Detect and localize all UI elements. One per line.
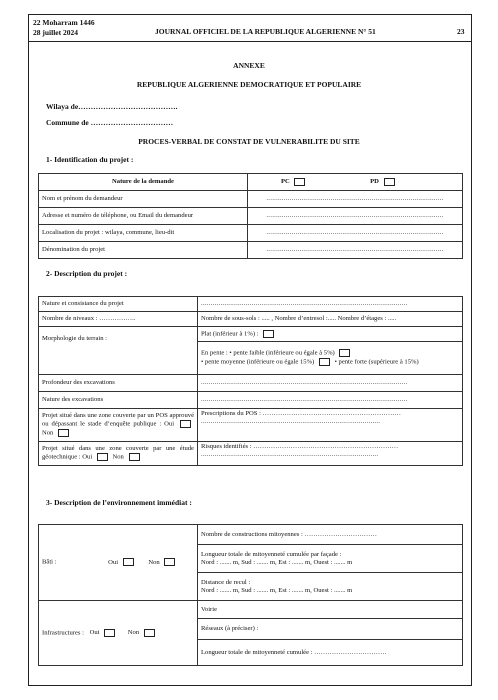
levels-field[interactable]: Nombre de sous-sols : ..... , Nombre d’entresol :..... Nombre d’étages : ..... — [198, 312, 463, 327]
geotech-question-cell — [39, 442, 198, 466]
geotech-oui-checkbox[interactable] — [97, 453, 108, 461]
wilaya-field: Wilaya de…………………………………. — [46, 102, 178, 111]
infra-oui-checkbox[interactable] — [104, 629, 115, 637]
mitoyennete-label: Longueur totale de mitoyenneté cumulée par façade : — [201, 550, 342, 558]
reseaux-field[interactable]: Réseaux (à préciser) : — [198, 619, 463, 640]
mitoyennete-values: Nord : ....... m, Sud : ....... m, Est : ....... m, Ouest : ....... m — [201, 558, 353, 566]
nature-demande-header: Nature de la demande — [39, 174, 248, 191]
infrastructures-cell — [39, 601, 198, 666]
pc-checkbox[interactable] — [294, 178, 305, 186]
commune-field: Commune de …………………………… — [46, 118, 174, 127]
demande-type-cell — [248, 174, 463, 191]
fill-line[interactable]: .......................................................................................................... — [198, 392, 463, 409]
pos-prescriptions: Prescriptions du POS : ……………………………………………………… — [201, 410, 402, 417]
section-2-title: 2- Description du projet : — [46, 269, 128, 278]
table-row-label: Nombre de niveaux : …………….. — [39, 312, 198, 327]
mitoyennete-cumulee-field[interactable]: Longueur totale de mitoyenneté cumulée : …………………………… — [198, 640, 463, 666]
bati-oui-checkbox[interactable] — [123, 558, 134, 566]
pd-checkbox[interactable] — [384, 178, 395, 186]
bati-oui-label: Oui — [108, 558, 119, 566]
description-table — [38, 296, 463, 466]
fill-line: ............................................................................................ — [201, 418, 381, 425]
table-row-label: Nature des excavations — [39, 392, 198, 409]
pos-non-checkbox[interactable] — [58, 429, 69, 437]
geotech-non-label: Non — [112, 453, 124, 461]
pos-non-label: Non — [42, 429, 54, 437]
infra-non-label: Non — [127, 629, 140, 637]
annexe-title: ANNEXE — [233, 61, 265, 70]
infra-non-checkbox[interactable] — [144, 629, 155, 637]
geotech-question: Projet situé dans une zone couverte par une étude géotechnique : Oui — [42, 445, 194, 461]
recul-values: Nord : ....... m, Sud : ....... m, Est : ....... m, Ouest : ....... m — [201, 586, 353, 594]
pente-moyenne-label: • pente moyenne (inférieure ou égale 15%) — [201, 358, 315, 366]
journal-title: JOURNAL OFFICIEL DE LA REPUBLIQUE ALGERIENNE N° 51 — [155, 27, 376, 36]
pd-label: PD — [370, 178, 379, 186]
pos-oui-checkbox[interactable] — [180, 420, 191, 428]
bati-label: Bâti : — [42, 558, 57, 566]
header-date — [33, 18, 95, 38]
fill-line[interactable]: ........................................................................................... — [248, 208, 463, 225]
bati-non-checkbox[interactable] — [164, 558, 175, 566]
fill-line[interactable]: ........................................................................................... — [248, 225, 463, 242]
pente-moyenne-checkbox[interactable] — [319, 358, 330, 366]
pos-prescriptions-cell[interactable] — [198, 409, 463, 442]
recul-label: Distance de recul : — [201, 578, 251, 586]
mitoyennete-cell[interactable] — [198, 545, 463, 573]
section-1-title: 1- Identification du projet : — [46, 155, 134, 164]
pos-question-cell — [39, 409, 198, 442]
bati-non-label: Non — [148, 558, 160, 566]
header-rule — [29, 41, 471, 42]
page-number: 23 — [457, 27, 465, 36]
voirie-field[interactable]: Voirie — [198, 601, 463, 619]
pc-label: PC — [281, 178, 290, 186]
environment-table — [38, 524, 463, 666]
header-date-gregorian: 28 juillet 2024 — [33, 28, 78, 37]
section-3-title: 3- Description de l’environnement immédiat : — [46, 498, 192, 507]
pv-title: PROCES-VERBAL DE CONSTAT DE VULNERABILITE DU SITE — [138, 137, 360, 146]
bati-cell — [39, 525, 198, 601]
plat-label: Plat (inférieur à 1%) : — [201, 330, 259, 338]
plat-checkbox[interactable] — [263, 330, 274, 338]
header-date-hijri: 22 Moharram 1446 — [33, 18, 95, 27]
recul-cell[interactable] — [198, 573, 463, 601]
fill-line[interactable]: ........................................................................................... — [248, 191, 463, 208]
geotech-non-checkbox[interactable] — [129, 453, 140, 461]
table-row-label: Dénomination du projet — [39, 242, 248, 259]
table-row-label: Nature et consistance du projet — [39, 297, 198, 312]
plat-cell — [198, 327, 463, 342]
fill-line[interactable]: ........................................................................................... — [248, 242, 463, 259]
table-row-label: Morphologie du terrain : — [39, 327, 198, 375]
fill-line[interactable]: .......................................................................................................... — [198, 375, 463, 392]
infrastructures-label: Infrastructures : — [42, 629, 84, 637]
constructions-mitoyennes[interactable]: Nombre de constructions mitoyennes : …………………………… — [198, 525, 463, 545]
pente-cell — [198, 342, 463, 375]
pente-forte-label: • pente forte (supérieure à 15%) — [334, 358, 419, 366]
fill-line[interactable]: .......................................................................................................... — [198, 297, 463, 312]
fill-line: ........................................................................................... — [201, 451, 379, 458]
risques-identifies: Risques identifiés : ………………………………………………………… — [201, 443, 399, 450]
identification-table — [38, 173, 463, 259]
table-row-label: Profondeur des excavations — [39, 375, 198, 392]
infra-oui-label: Oui — [89, 629, 100, 637]
pente-faible-checkbox[interactable] — [339, 349, 350, 357]
republic-title: REPUBLIQUE ALGERIENNE DEMOCRATIQUE ET POPULAIRE — [136, 80, 362, 89]
pos-question: Projet situé dans une zone couverte par un POS approuvé ou dépassant le stade d’enquête publique : Oui — [42, 412, 194, 428]
risques-cell[interactable] — [198, 442, 463, 466]
table-row-label: Localisation du projet : wilaya, commune, lieu-dit — [39, 225, 248, 242]
table-row-label: Nom et prénom du demandeur — [39, 191, 248, 208]
table-row-label: Adresse et numéro de téléphone, ou Email du demandeur — [39, 208, 248, 225]
pente-faible-label: En pente : • pente faible (inférieure ou égale à 5%) — [201, 350, 335, 357]
